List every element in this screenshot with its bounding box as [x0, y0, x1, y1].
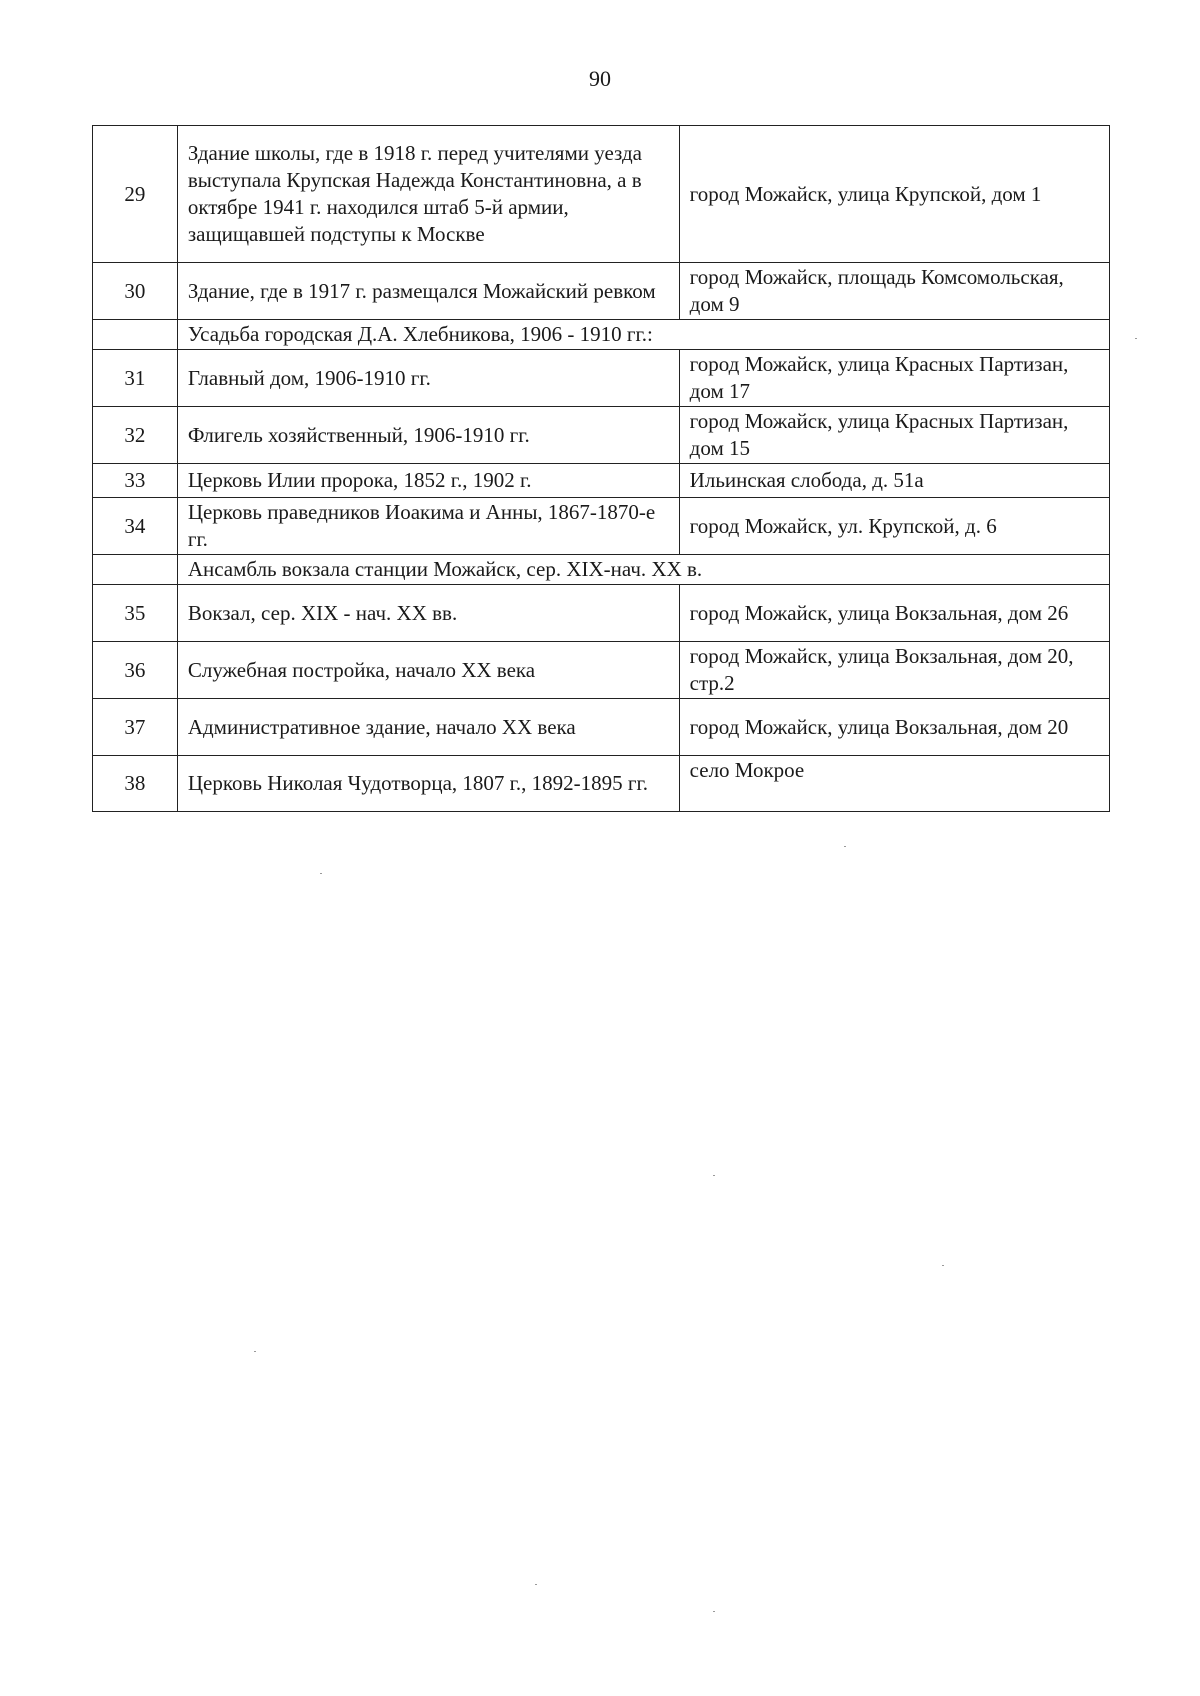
table-row	[93, 464, 1110, 498]
scan-speck	[713, 1611, 715, 1612]
object-address: город Можайск, улица Вокзальная, дом 20, стр.2	[679, 642, 1109, 699]
object-name: Здание, где в 1917 г. размещался Можайский ревком	[177, 263, 679, 320]
group-row	[93, 555, 1110, 585]
object-name: Главный дом, 1906-1910 гг.	[177, 350, 679, 407]
heritage-registry-table	[92, 125, 1110, 812]
row-number: 29	[93, 126, 178, 263]
object-address: город Можайск, улица Красных Партизан, дом 17	[679, 350, 1109, 407]
object-name: Административное здание, начало XX века	[177, 699, 679, 756]
row-number: 34	[93, 498, 178, 555]
scan-speck	[254, 1351, 256, 1352]
object-address: село Мокрое	[679, 756, 1109, 812]
row-number: 35	[93, 585, 178, 642]
scan-speck	[1135, 338, 1137, 339]
object-name: Вокзал, сер. XIX - нач. XX вв.	[177, 585, 679, 642]
group-title: Усадьба городская Д.А. Хлебникова, 1906 - 1910 гг.:	[177, 320, 1109, 350]
table-row	[93, 263, 1110, 320]
table-row	[93, 642, 1110, 699]
table-row	[93, 699, 1110, 756]
scan-speck	[844, 846, 846, 847]
row-number	[93, 555, 178, 585]
object-address: город Можайск, ул. Крупской, д. 6	[679, 498, 1109, 555]
object-name: Флигель хозяйственный, 1906-1910 гг.	[177, 407, 679, 464]
object-address: город Можайск, улица Вокзальная, дом 20	[679, 699, 1109, 756]
object-address: город Можайск, улица Красных Партизан, дом 15	[679, 407, 1109, 464]
object-address: город Можайск, площадь Комсомольская, дом 9	[679, 263, 1109, 320]
row-number: 38	[93, 756, 178, 812]
row-number: 36	[93, 642, 178, 699]
table-row	[93, 498, 1110, 555]
row-number	[93, 320, 178, 350]
group-title: Ансамбль вокзала станции Можайск, сер. XIX-нач. XX в.	[177, 555, 1109, 585]
object-name: Церковь Илии пророка, 1852 г., 1902 г.	[177, 464, 679, 498]
scan-speck	[713, 1175, 715, 1176]
row-number: 33	[93, 464, 178, 498]
row-number: 37	[93, 699, 178, 756]
scan-speck	[535, 1584, 537, 1585]
scan-speck	[320, 873, 322, 874]
object-name: Служебная постройка, начало XX века	[177, 642, 679, 699]
table-row	[93, 350, 1110, 407]
scan-speck	[942, 1265, 944, 1266]
object-name: Церковь Николая Чудотворца, 1807 г., 1892-1895 гг.	[177, 756, 679, 812]
object-address: город Можайск, улица Крупской, дом 1	[679, 126, 1109, 263]
object-address: Ильинская слобода, д. 51а	[679, 464, 1109, 498]
row-number: 31	[93, 350, 178, 407]
row-number: 32	[93, 407, 178, 464]
row-number: 30	[93, 263, 178, 320]
page-number: 90	[589, 66, 611, 91]
table-row	[93, 756, 1110, 812]
table-row	[93, 585, 1110, 642]
group-row	[93, 320, 1110, 350]
table-row	[93, 126, 1110, 263]
object-address: город Можайск, улица Вокзальная, дом 26	[679, 585, 1109, 642]
object-name: Здание школы, где в 1918 г. перед учителями уезда выступала Крупская Надежда Константиновна, а в октябре 1941 г. находился штаб 5-й армии, защищавшей подступы к Москве	[177, 126, 679, 263]
table-row	[93, 407, 1110, 464]
object-name: Церковь праведников Иоакима и Анны, 1867-1870-е гг.	[177, 498, 679, 555]
